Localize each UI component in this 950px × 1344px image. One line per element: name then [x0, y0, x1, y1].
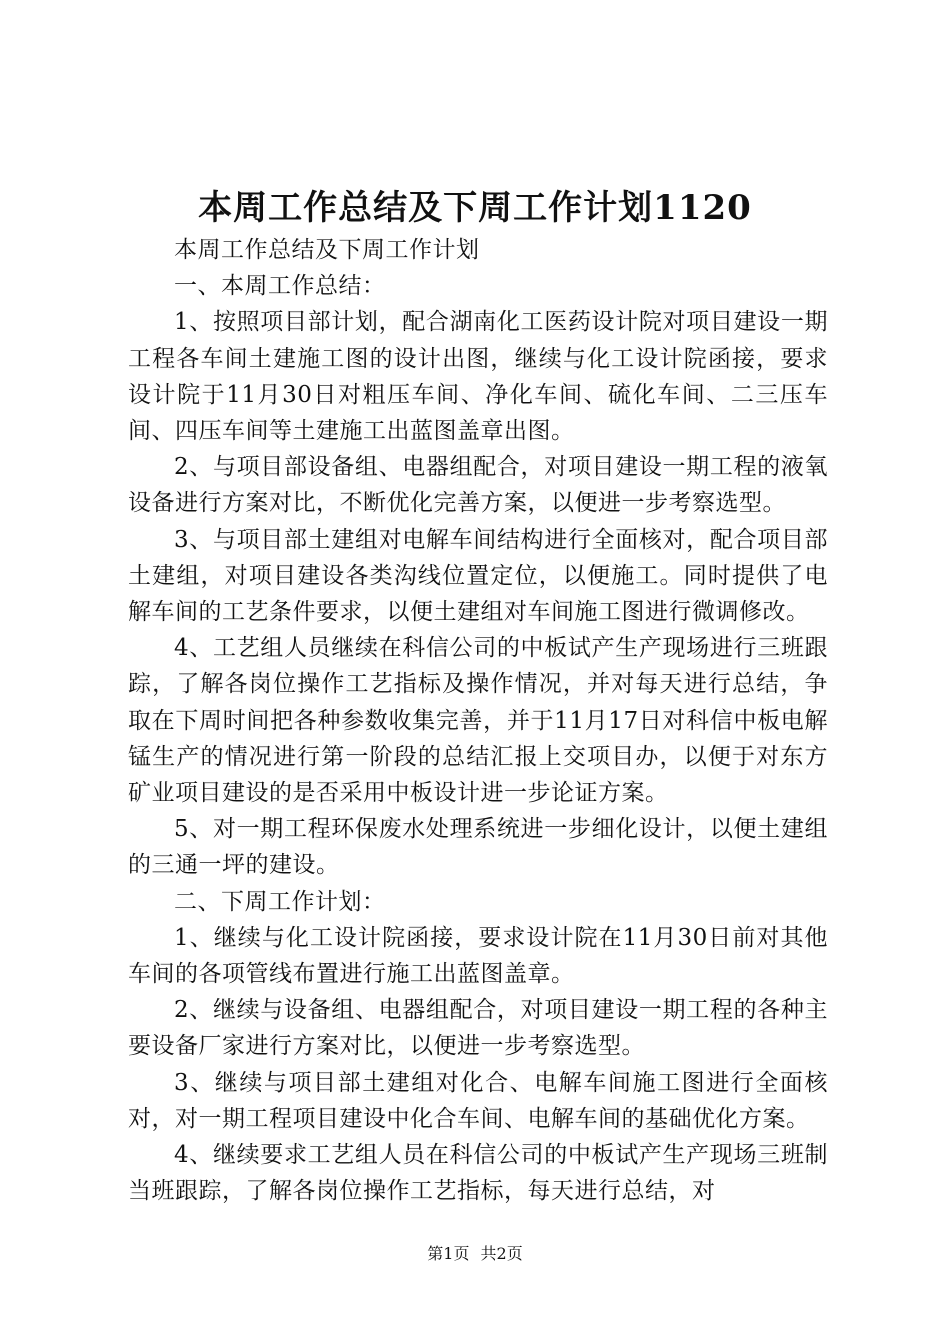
document-title: 本周工作总结及下周工作计划1120 — [198, 188, 752, 228]
page-footer — [0, 1242, 950, 1266]
section2-item-4: 4、继续要求工艺组人员在科信公司的中板试产生产现场三班制当班跟踪，了解各岗位操作工艺指标，每天进行总结，对 — [128, 1142, 828, 1205]
section2-item-1: 1、继续与化工设计院函接，要求设计院在11月30日前对其他车间的各项管线布置进行施工出蓝图盖章。 — [128, 924, 828, 988]
section2-item-3: 3、继续与项目部土建组对化合、电解车间施工图进行全面核对，对一期工程项目建设中化合车间、电解车间的基础优化方案。 — [128, 1069, 828, 1132]
document-subtitle: 本周工作总结及下周工作计划 — [174, 237, 480, 263]
section1-item-1: 1、按照项目部计划，配合湖南化工医药设计院对项目建设一期工程各车间土建施工图的设计出图，继续与化工设计院函接，要求设计院于11月30日对粗压车间、净化车间、硫化车间、二三压车间、四压车间等土建施工出蓝图盖章出图。 — [128, 309, 828, 445]
section1-heading: 一、本周工作总结： — [174, 273, 386, 300]
section1-item-4: 4、工艺组人员继续在科信公司的中板试产生产现场进行三班跟踪，了解各岗位操作工艺指标及操作情况，并对每天进行总结，争取在下周时间把各种参数收集完善，并于11月17日对科信中板电解锰生产的情况进行第一阶段的总结汇报上交项目办，以便于对东方矿业项目建设的是否采用中板设计进一步论证方案。 — [128, 635, 828, 807]
section1-item-3: 3、与项目部土建组对电解车间结构进行全面核对，配合项目部土建组，对项目建设各类沟线位置定位，以便施工。同时提供了电解车间的工艺条件要求，以便土建组对车间施工图进行微调修改。 — [128, 526, 828, 626]
document-body — [128, 232, 828, 1209]
section1-item-2: 2、与项目部设备组、电器组配合，对项目建设一期工程的液氧设备进行方案对比，不断优化完善方案，以便进一步考察选型。 — [128, 454, 828, 517]
section1-item-5: 5、对一期工程环保废水处理系统进一步细化设计，以便土建组的三通一坪的建设。 — [128, 816, 828, 879]
section2-heading: 二、下周工作计划： — [174, 888, 386, 915]
page-number-current: 第1页 — [427, 1244, 470, 1263]
section2-item-2: 2、继续与设备组、电器组配合，对项目建设一期工程的各种主要设备厂家进行方案对比，以便进一步考察选型。 — [128, 997, 828, 1060]
page-number-total: 共2页 — [480, 1244, 523, 1263]
